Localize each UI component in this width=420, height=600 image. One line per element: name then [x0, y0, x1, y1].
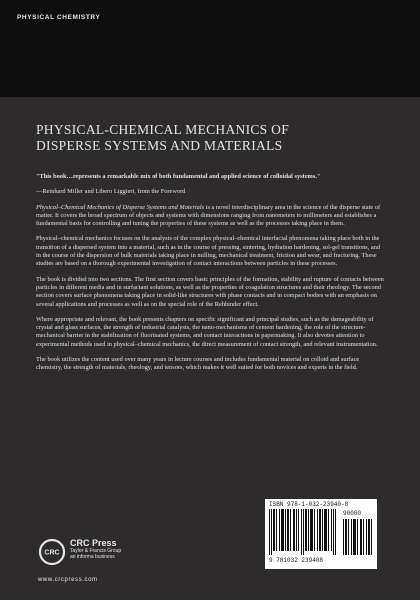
inline-book-title: Physical–Chemical Mechanics of Disperse Systems and Materials	[36, 203, 205, 211]
publisher-group: Taylor & Francis Group	[70, 548, 122, 554]
crc-press-logo-icon	[38, 538, 66, 566]
description-paragraph-2: Physical–chemical mechanics focuses on the analysis of the complex physical–chemical interfacial phenomena taking place both in the transition of a dispersed system into a material, such as in the course of pressing, sintering, hydration hardening, sol-gel transitions, and in the course of the dispersion of bulk materials taking place in milling, mechanical treatment, friction and wear, and fracturing. These studies are based on a thorough experimental investigation of contact interactions between particles in these processes.	[36, 235, 381, 268]
publisher-website: www.crcpress.com	[38, 577, 98, 583]
publisher-block	[70, 538, 121, 560]
isbn-barcode	[265, 499, 377, 569]
barcode-bars	[269, 509, 337, 555]
description-paragraph-1	[36, 204, 386, 229]
cover-top-band	[0, 0, 420, 97]
publisher-name: CRC Press	[70, 538, 117, 548]
price-barcode-bars	[343, 519, 373, 555]
price-code: 90000	[343, 510, 362, 517]
book-title	[36, 122, 396, 154]
ean-digits: 9 781032 239408	[269, 557, 324, 564]
description-paragraph-3: The book is divided into two sections. The first section covers basic principles of the formation, stability and rupture of contacts between particles in different media and in surfactant solutions, as well as the properties of coagulation structures and their rheology. The second section covers surface phenomena taking place in solid-like structures with phase contacts and in compact bodies with an emphasis on several applications and processes as well as on the special role of the Rehbinder effect.	[36, 275, 384, 308]
book-title-line2: DISPERSE SYSTEMS AND MATERIALS	[36, 138, 283, 153]
description-paragraph-4: Where appropriate and relevant, the book presents chapters on specific significant and principal studies, such as the damageability of crystal and glass surfaces, the strength of industrial catalysts, the nano-mechanisms of cement hardening, the role of the structure-mechanical barrier in the stabilization of fluorinated systems, and contact interactions in papermaking. It also devotes attention to experimental methods used in physical–chemical mechanics, the direct measurement of contact strength, and relevant instrumentation.	[36, 315, 378, 348]
logo-text: CRC	[44, 549, 60, 557]
back-cover-text	[36, 173, 386, 380]
description-paragraph-5: The book utilizes the content used over many years in lecture courses and includes fundamental material on colloid and surface chemistry, the strength of materials, rheology, and tensors, which makes it well suited for both novices and experts in the field.	[36, 356, 360, 372]
publisher-tagline: an informa business	[70, 554, 115, 560]
book-title-line1: PHYSICAL-CHEMICAL MECHANICS OF	[36, 122, 290, 137]
quote-attribution: —Reinhard Miller and Libero Liggieri, from the Foreword	[36, 188, 186, 196]
paragraph-1-body: is a novel interdisciplinary area in the science of the disperse state of matter. It covers the broad spectrum of objects and systems with dimensions ranging from nanometers to millimeters and establishes a fundamental basis for controlling and tuning the properties of these systems as well as the processes taking place in them.	[36, 203, 381, 228]
series-label: PHYSICAL CHEMISTRY	[17, 14, 101, 21]
isbn-number: ISBN 978-1-032-23940-8	[269, 501, 349, 508]
foreword-quote: "This book…represents a remarkable mix of both fundamental and applied science of colloidal systems."	[36, 173, 321, 180]
